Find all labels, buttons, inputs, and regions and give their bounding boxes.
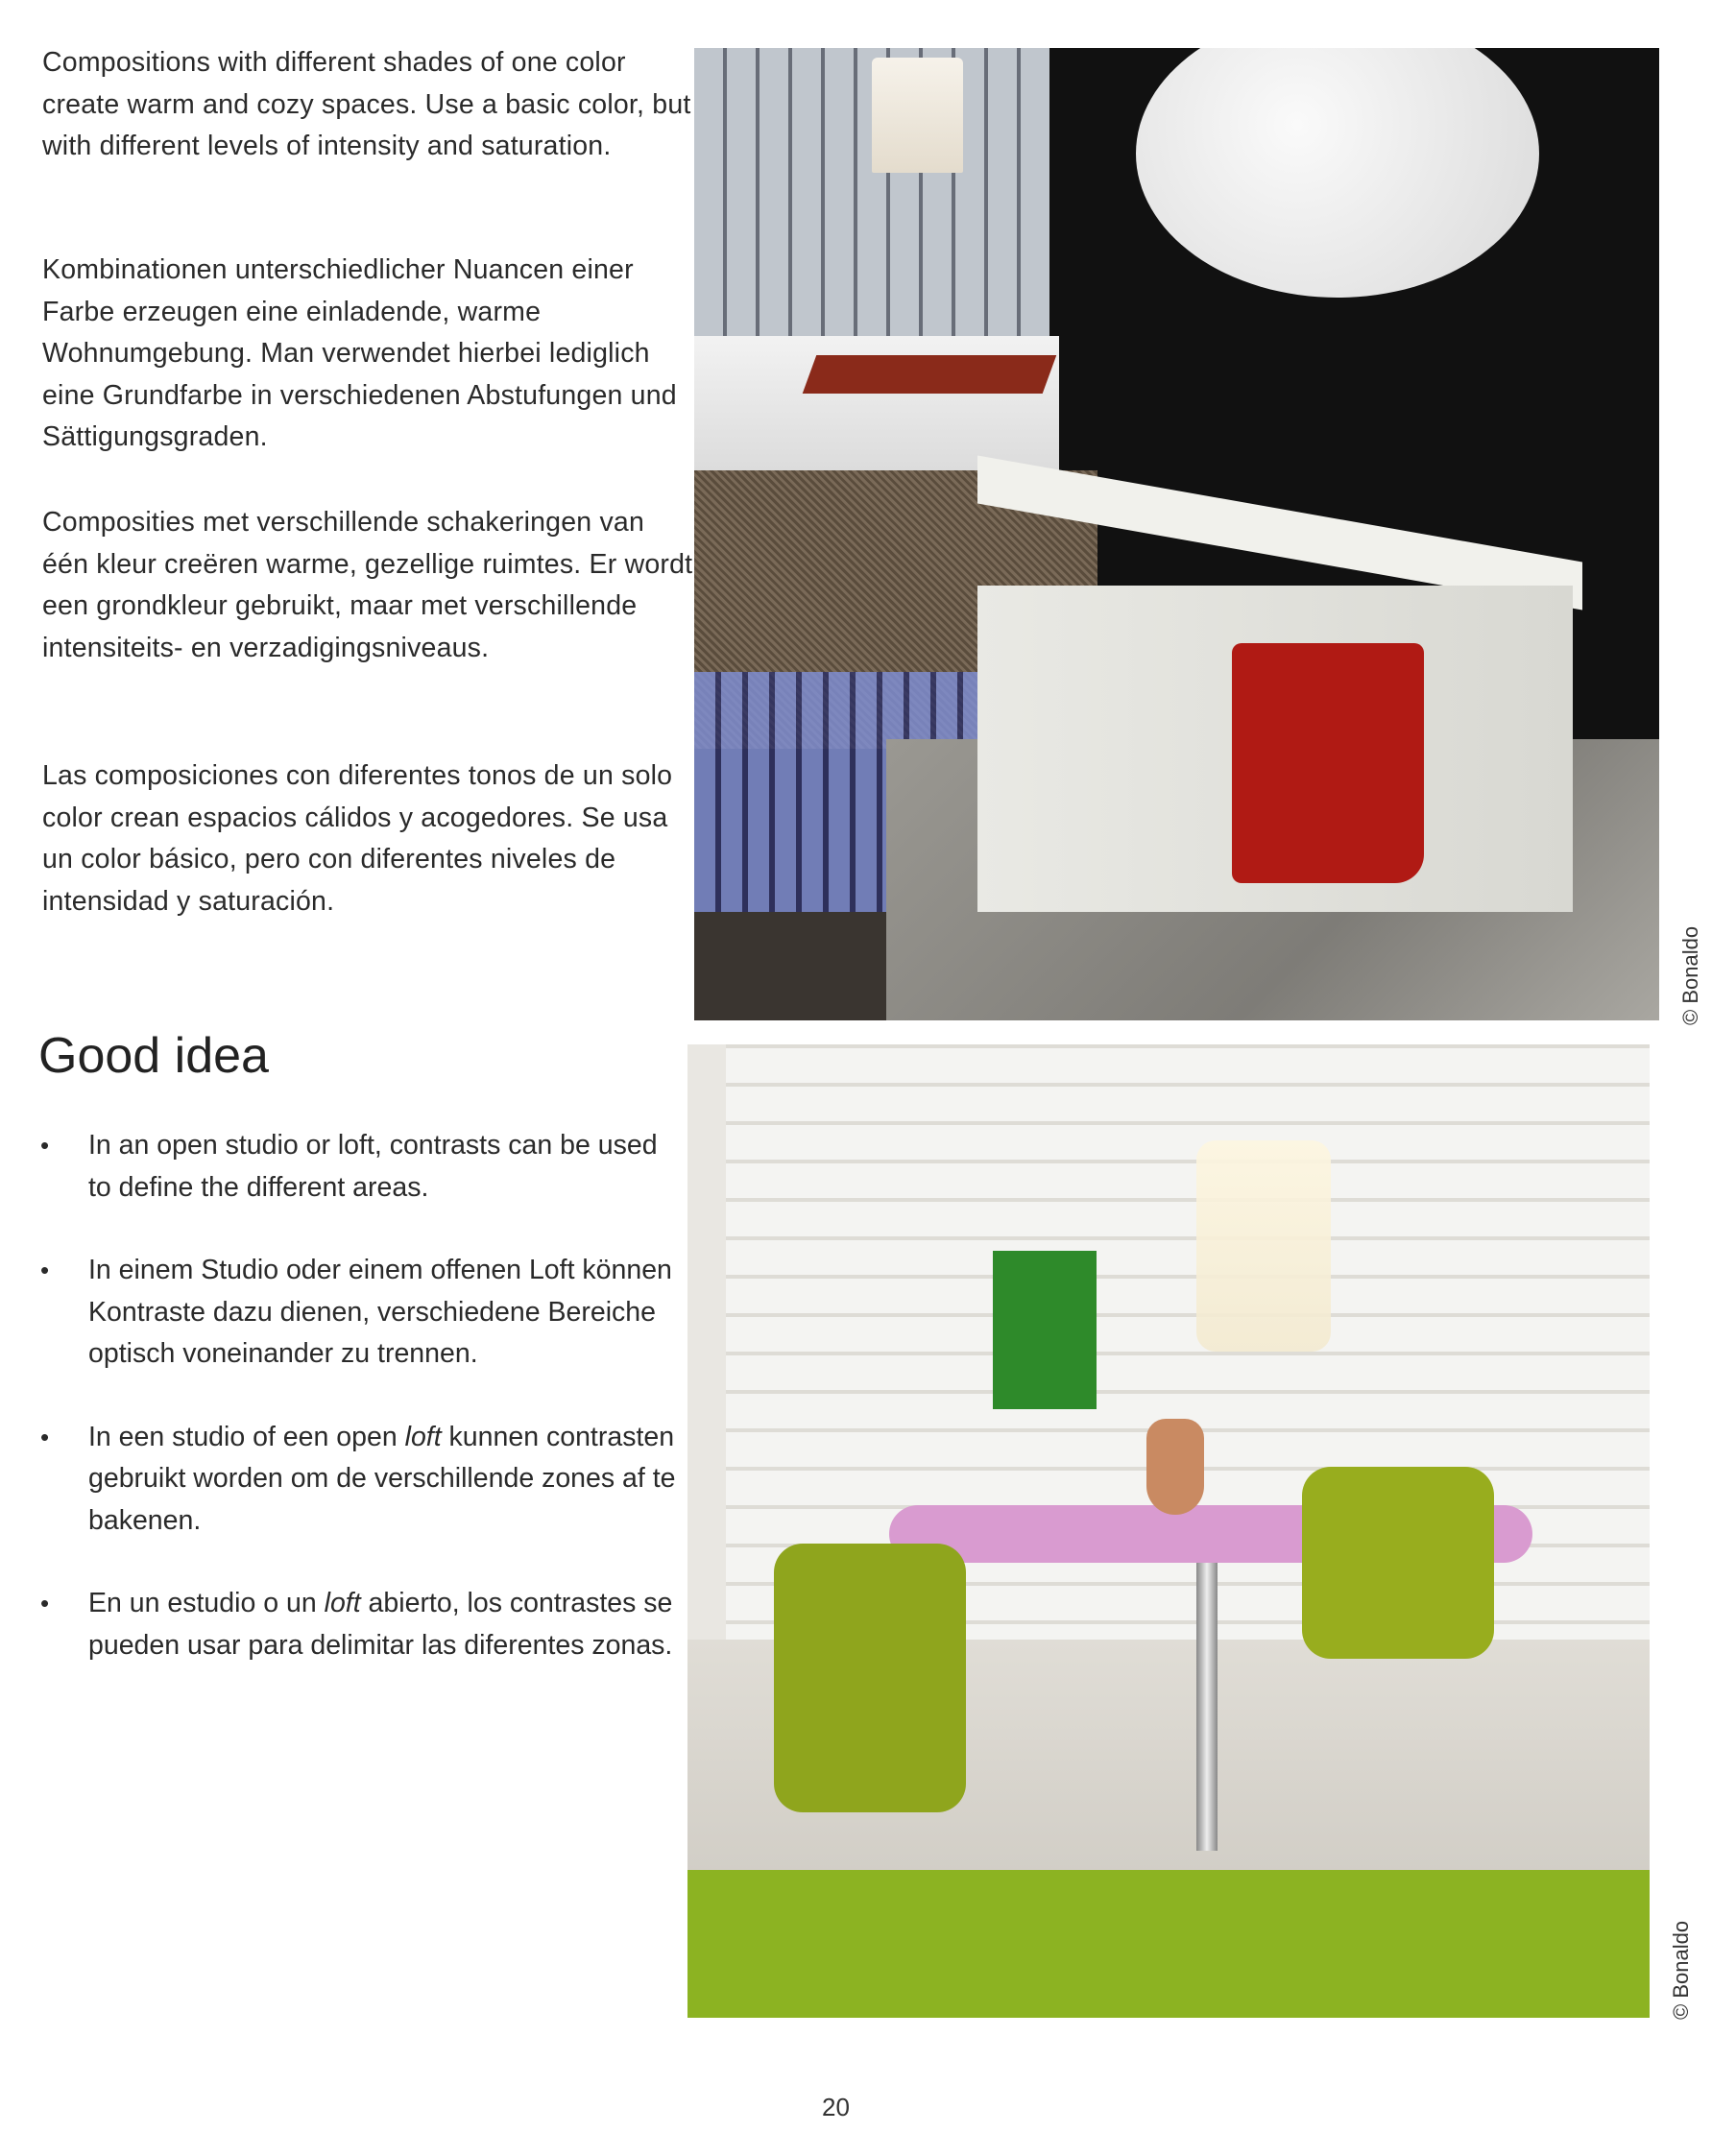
red-blanket bbox=[803, 355, 1057, 394]
list-item bbox=[35, 1583, 687, 1666]
green-chair-left bbox=[774, 1544, 966, 1812]
table-pedestal bbox=[1196, 1563, 1218, 1851]
bullet-icon: • bbox=[40, 1422, 50, 1451]
photo-storage-bench bbox=[694, 48, 1659, 1020]
item-text: In einem Studio oder einem offenen Loft können Kontraste dazu dienen, verschiedene Bereiche optisch voneinander zu trennen. bbox=[88, 1255, 672, 1369]
paragraph-english: Compositions with different shades of one color create warm and cozy spaces. Use a basic color, but with different levels of intensity and saturation. bbox=[42, 47, 691, 161]
item-text: In an open studio or loft, contrasts can be used to define the different areas. bbox=[88, 1130, 658, 1203]
photo-credit: © Bonaldo bbox=[1678, 925, 1702, 1025]
item-text: abierto, los contrastes se pueden usar para delimitar las diferentes zonas. bbox=[88, 1588, 673, 1661]
bullet-icon: • bbox=[40, 1256, 50, 1284]
item-italic: loft bbox=[324, 1588, 361, 1618]
list-item bbox=[35, 1417, 687, 1543]
green-rug bbox=[687, 1870, 1650, 2018]
item-text: En un estudio o un bbox=[88, 1588, 325, 1618]
paragraph-spanish: Las composiciones con diferentes tonos de un solo color crean espacios cálidos y acogedores. Se usa un color básico, pero con diferentes niveles de intensidad y saturación. bbox=[42, 760, 673, 917]
good-idea-list bbox=[35, 1125, 687, 1708]
pendant-lamp bbox=[1196, 1140, 1331, 1352]
bullet-icon: • bbox=[40, 1131, 50, 1160]
floor-lamp bbox=[872, 58, 963, 173]
page-number: 20 bbox=[822, 2093, 850, 2121]
list-item bbox=[35, 1125, 687, 1209]
photo-dining-area bbox=[687, 1044, 1650, 2018]
bullet-icon: • bbox=[40, 1589, 50, 1617]
painting bbox=[993, 1251, 1097, 1409]
list-item bbox=[35, 1250, 687, 1376]
item-italic: loft bbox=[404, 1421, 442, 1452]
paragraph-german: Kombinationen unterschiedlicher Nuancen einer Farbe erzeugen eine einladende, warme Wohnumgebung. Man verwendet hierbei lediglich eine Grundfarbe in verschiedenen Abstufungen und Sättigungsgraden. bbox=[42, 254, 677, 452]
good-idea-heading: Good idea bbox=[38, 1028, 269, 1084]
item-text: In een studio of een open bbox=[88, 1421, 405, 1452]
red-throw bbox=[1232, 643, 1424, 883]
vase bbox=[1146, 1419, 1204, 1515]
paragraph-dutch: Composities met verschillende schakeringen van één kleur creëren warme, gezellige ruimtes. Er wordt een grondkleur gebruikt, maar met verschillende intensiteits- en verzadigingsniveaus. bbox=[42, 507, 693, 663]
photo-credit: © Bonaldo bbox=[1669, 1920, 1693, 2020]
green-chair-right bbox=[1302, 1467, 1494, 1659]
item-text: kunnen contrasten gebruikt worden om de verschillende zones af te bakenen. bbox=[88, 1421, 676, 1536]
